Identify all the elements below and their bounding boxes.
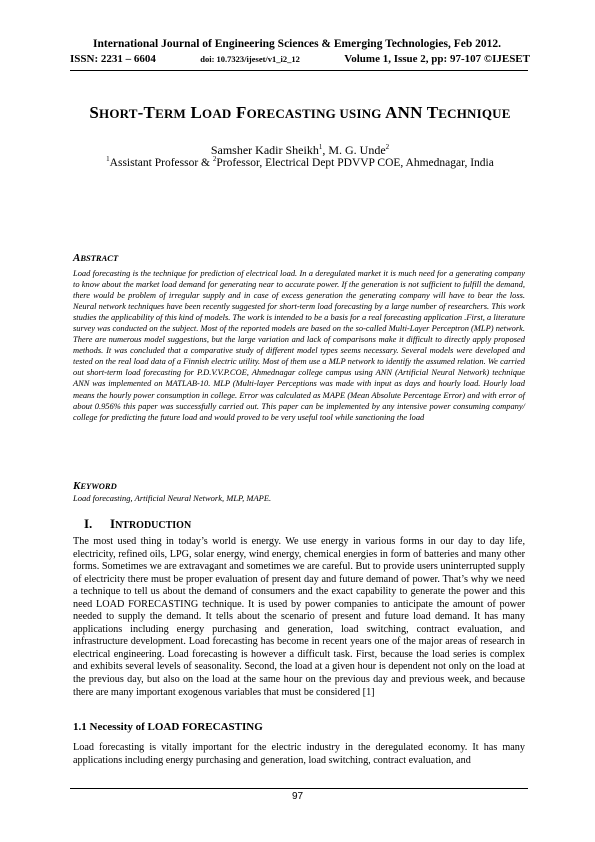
issn: ISSN: 2231 – 6604 — [70, 53, 156, 65]
keyword-text: Load forecasting, Artificial Neural Network, MLP, MAPE. — [73, 493, 272, 503]
affiliation: $^1$Assistant Professor & $^2$Professor, Electrical Dept PDVVP COE, Ahmednagar, India — [106, 155, 494, 169]
doi: doi: 10.7323/ijeset/v1_i2_12 — [200, 54, 300, 64]
header-rule — [70, 70, 528, 71]
author-name: Samsher Kadir Sheikh — [210, 143, 319, 157]
paper-title: SHORT-TERM LOAD FORECASTING USING ANN TECHNIQUE — [89, 103, 511, 122]
author-name: M. G. Unde — [328, 143, 386, 157]
journal-name: International Journal of Engineering Sciences & Emerging Technologies, Feb 2012. — [93, 38, 501, 50]
author-list: Samsher Kadir Sheikh$^1$, M. G. Unde$^2$ — [210, 143, 390, 157]
keyword-heading: KEYWORD — [73, 480, 117, 492]
journal-meta — [70, 53, 530, 65]
abstract-text: Load forecasting is the technique for prediction of electrical load. In a deregulated market it is much need for a generating company to know about the market load demand for generating near to accurate power. If the generation is not sufficient to fulfill the demand, there would be problem of irregular supply and in case of excess generation the generating company will have to bear the loss. Neural network techniques have been recently suggested for short-term load forecasting by a large number of researchers. This work studies the applicability of this kind of models. The work is intended to be a basis for a real forecasting application .First, a literature survey was conducted on the subject. Most of the reported models are based on the so-called Multi-Layer Perceptron (MLP) network. There are numerous model suggestions, but the large variation and lack of comparisons make it difficult to directly apply proposed methods. It was concluded that a comparative study of different model types seems necessary. Several models were developed and tested on the real load data of a Finnish electric utility. Most of them use a MLP network to identify the assumed relation. We carried out short-term load forecasting for P.D.V.V.P.COE, Ahmednagar college campus using ANN (Artificial Neural Network) technique ANN was implemented on MATLAB-10. MLP (Multi-layer Perceptions was made with input as days and hourly load. Hourly load means the hourly power consumption in college. Error was calculated as MAPE (Mean Absolute Percentage Error) and with error of about 0.956% this paper was successfully carried out. This paper can be implemented by any intensive power consuming company/ college for predicting the future load and would proved to be very useful tool while sanctioning the load — [73, 268, 525, 422]
section-heading-introduction: I. INTRODUCTION — [84, 516, 192, 531]
introduction-text: The most used thing in today’s world is energy. We use energy in various forms in our day to day life, electricity, refined oils, LPG, solar energy, wind energy, chemical energies in form of batteries and many other forms. Sometimes we are extravagant and sometimes we are careful. But to provide users uninterrupted supply of electricity there must be proper evaluation of present day and future demand of power. That’s why we need a technique to tell us about the demand of consumers and the exact capability to generate the power and this need LOAD FORECASTING technique. It is used by power companies to anticipate the amount of power needed to supply the demand. It tells about the scenario of present and future load demand. It has many applications including energy purchasing and generation, load switching, contract evaluation, and infrastructure development. Load forecasting has become in recent years one of the major areas of research in electrical engineering. Load forecasting is however a difficult task. First, because the load series is complex and exhibits several levels of seasonality. Second, the load at a given hour is dependent not only on the load at the previous day, but also on the load at the same hour on the previous day and previous week, and because there are many important exogenous variables that must be considered [1] — [73, 536, 525, 698]
volume-info: Volume 1, Issue 2, pp: 97-107 ©IJESET — [344, 53, 530, 65]
subsection-heading: 1.1 Necessity of LOAD FORECASTING — [73, 721, 263, 733]
footer-rule — [70, 788, 528, 789]
subsection-text: Load forecasting is vitally important for the electric industry in the deregulated economy. It has many applications including energy purchasing and generation, load switching, contract evaluation, and — [73, 742, 525, 766]
page-number: 97 — [291, 791, 304, 802]
abstract-heading: ABSTRACT — [73, 252, 119, 264]
